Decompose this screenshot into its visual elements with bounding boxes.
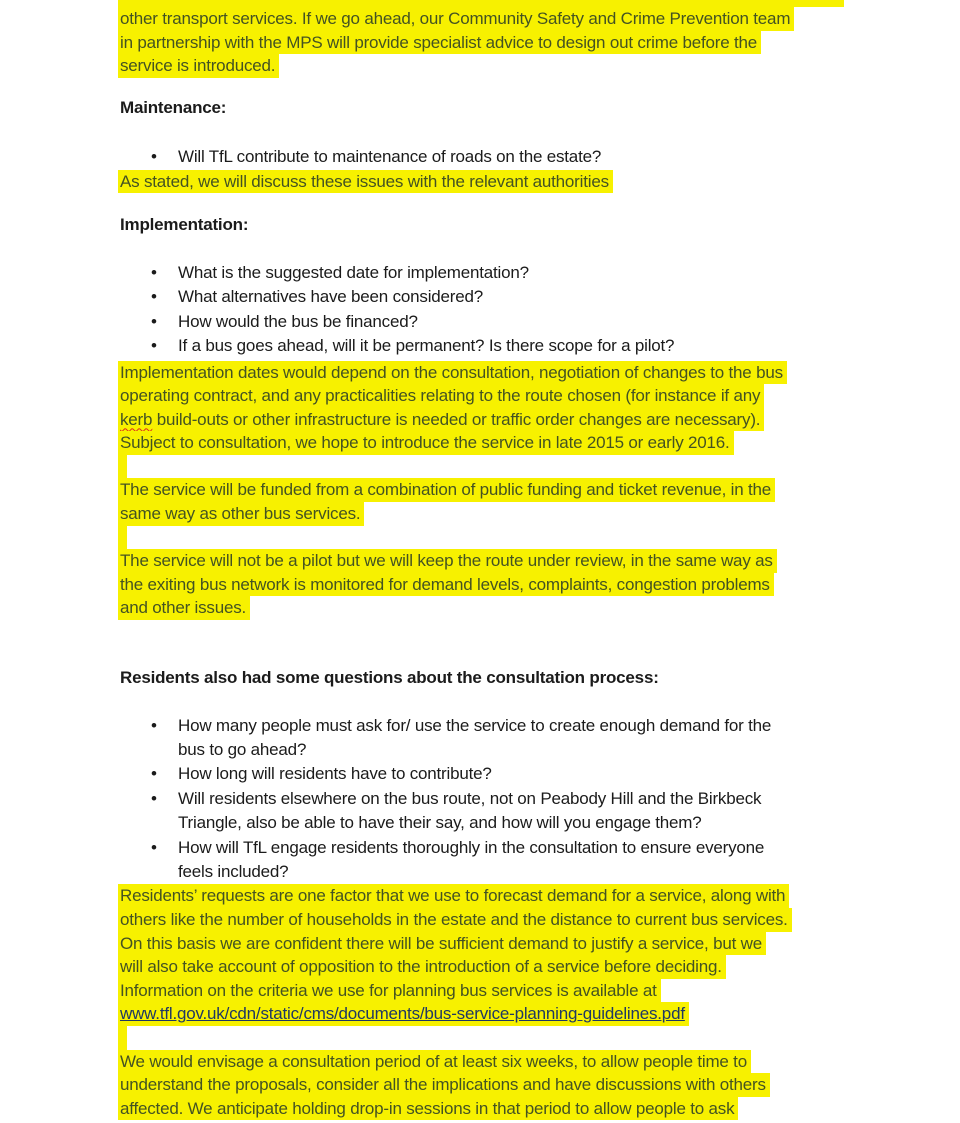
- paragraph: [120, 1050, 850, 1121]
- highlighted-text: [118, 7, 794, 31]
- bullet-icon: •: [151, 311, 157, 331]
- text-line: [120, 1050, 850, 1074]
- highlighted-text: [118, 932, 766, 956]
- bullet-icon: •: [151, 287, 157, 307]
- text-line: [120, 1073, 850, 1097]
- text-run: operating contract, and any practicalities relating to the route chosen (for instance if any: [120, 386, 761, 406]
- text-line: [120, 54, 850, 78]
- blank-line: [120, 1026, 850, 1050]
- text-run: On this basis we are confident there will be sufficient demand to justify a service, but we: [120, 933, 762, 953]
- text-line: [120, 908, 850, 932]
- bullet-text: feels included?: [178, 861, 289, 881]
- hyperlink[interactable]: www.tfl.gov.uk/cdn/static/cms/documents/bus-service-planning-guidelines.pdf: [120, 1004, 685, 1024]
- paragraph: [120, 478, 850, 525]
- paragraph: [120, 170, 850, 194]
- section-heading: Residents also had some questions about the consultation process:: [120, 668, 659, 688]
- text-run: Information on the criteria we use for planning bus services is available at: [120, 980, 657, 1000]
- bullet-text: What is the suggested date for implementation?: [178, 262, 529, 282]
- highlighted-text: [118, 884, 789, 908]
- text-run: understand the proposals, consider all the implications and have discussions with others: [120, 1075, 766, 1095]
- bullet-item: [120, 787, 850, 811]
- highlighted-text: [118, 596, 250, 620]
- highlighted-text: [118, 549, 777, 573]
- bullet-item: [120, 714, 850, 738]
- text-line: [120, 408, 850, 432]
- bullet-icon: •: [151, 336, 157, 356]
- text-run: other transport services. If we go ahead, our Community Safety and Crime Prevention team: [120, 9, 791, 28]
- highlight-sliver: [118, 526, 127, 550]
- bullet-item: [120, 860, 850, 884]
- text-line: [120, 1002, 850, 1026]
- highlighted-text: [118, 1073, 770, 1097]
- text-run: affected. We anticipate holding drop-in sessions in that period to allow people to ask: [120, 1098, 735, 1118]
- paragraph: [120, 7, 850, 78]
- bullet-icon: •: [151, 764, 157, 784]
- bullet-icon: •: [151, 715, 157, 735]
- section-heading: Implementation:: [120, 215, 249, 235]
- highlighted-text: [118, 1050, 751, 1074]
- bullet-text: How will TfL engage residents thoroughly in the consultation to ensure everyone: [178, 837, 765, 857]
- document-body: [120, 0, 850, 1120]
- text-line: [120, 384, 850, 408]
- text-run: The service will be funded from a combination of public funding and ticket revenue, in the: [120, 480, 772, 500]
- highlighted-text: [118, 361, 787, 385]
- highlight-sliver: [118, 1026, 127, 1050]
- text-line: [120, 549, 850, 573]
- text-run: in partnership with the MPS will provide specialist advice to design out crime before the: [120, 32, 758, 52]
- text-line: [120, 431, 850, 455]
- highlighted-text: [118, 502, 364, 526]
- section-heading: Maintenance:: [120, 97, 227, 117]
- text-run: service is introduced.: [120, 56, 276, 76]
- text-run: Residents’ requests are one factor that we use to forecast demand for a service, along with: [120, 886, 786, 906]
- text-run: will also take account of opposition to the introduction of a service before deciding.: [120, 957, 722, 977]
- highlighted-text: [118, 573, 774, 597]
- highlighted-text: [118, 31, 761, 55]
- spellcheck-marked-word: kerb: [120, 409, 153, 429]
- paragraph: [120, 884, 850, 1026]
- text-line: [120, 1097, 850, 1121]
- highlight-sliver: [118, 455, 127, 479]
- bullet-icon: •: [151, 788, 157, 808]
- bullet-icon: •: [151, 147, 157, 167]
- text-line: [120, 596, 850, 620]
- text-run: and other issues.: [120, 598, 247, 618]
- text-run: As stated, we will discuss these issues with the relevant authorities: [120, 171, 609, 191]
- text-run: The service will not be a pilot but we will keep the route under review, in the same way as: [120, 551, 773, 571]
- text-line: [120, 955, 850, 979]
- text-run: others like the number of households in the estate and the distance to current bus services.: [120, 909, 788, 929]
- bullet-item: [120, 261, 850, 285]
- highlighted-text: [118, 478, 775, 502]
- bullet-icon: •: [151, 262, 157, 282]
- text-line: [120, 573, 850, 597]
- highlighted-text: [118, 955, 726, 979]
- bullet-text: If a bus goes ahead, will it be permanent? Is there scope for a pilot?: [178, 336, 675, 356]
- text-run: Subject to consultation, we hope to introduce the service in late 2015 or early 2016.: [120, 433, 730, 453]
- text-line: [120, 502, 850, 526]
- blank-line: [120, 526, 850, 550]
- highlighted-text: [118, 1002, 689, 1026]
- bullet-text: What alternatives have been considered?: [178, 287, 484, 307]
- bullet-item: [120, 285, 850, 309]
- bullet-text: bus to go ahead?: [178, 740, 307, 760]
- bullet-text: Will TfL contribute to maintenance of roads on the estate?: [178, 147, 602, 167]
- highlighted-text: [118, 431, 734, 455]
- bullet-list: [120, 714, 850, 885]
- bullet-text: How would the bus be financed?: [178, 311, 418, 331]
- text-run: We would envisage a consultation period of at least six weeks, to allow people time to: [120, 1051, 747, 1071]
- highlighted-text: [118, 54, 279, 78]
- paragraph: [120, 549, 850, 620]
- text-line: [120, 884, 850, 908]
- text-line: [120, 31, 850, 55]
- highlighted-text: [118, 384, 764, 408]
- bullet-item: [120, 811, 850, 835]
- highlighted-text: [118, 908, 792, 932]
- text-run: the exiting bus network is monitored for demand levels, complaints, congestion problems: [120, 574, 770, 594]
- blank-line: [120, 455, 850, 479]
- bullet-item: [120, 334, 850, 358]
- highlighted-text: [118, 1097, 738, 1121]
- bullet-item: [120, 762, 850, 786]
- bullet-icon: •: [151, 837, 157, 857]
- bullet-text: How long will residents have to contribute?: [178, 764, 492, 784]
- text-line: [120, 170, 850, 194]
- clipped-highlight-line: [118, 0, 844, 7]
- text-line: [120, 979, 850, 1003]
- highlighted-text: [118, 170, 613, 194]
- bullet-text: Will residents elsewhere on the bus route, not on Peabody Hill and the Birkbeck: [178, 788, 762, 808]
- highlighted-text: [118, 979, 661, 1003]
- bullet-text: How many people must ask for/ use the service to create enough demand for the: [178, 715, 772, 735]
- text-line: [120, 361, 850, 385]
- text-line: [120, 7, 850, 31]
- bullet-list: [120, 261, 850, 359]
- text-line: [120, 932, 850, 956]
- text-run: Implementation dates would depend on the consultation, negotiation of changes to the bus: [120, 362, 783, 382]
- text-run: build-outs or other infrastructure is needed or traffic order changes are necessary).: [152, 409, 761, 429]
- text-line: [120, 478, 850, 502]
- bullet-item: [120, 738, 850, 762]
- bullet-item: [120, 310, 850, 334]
- bullet-text: Triangle, also be able to have their say, and how will you engage them?: [178, 813, 702, 833]
- text-run: same way as other bus services.: [120, 504, 361, 524]
- bullet-item: [120, 836, 850, 860]
- bullet-list: [120, 145, 850, 169]
- paragraph: [120, 361, 850, 455]
- highlighted-text: [118, 408, 764, 432]
- bullet-item: [120, 145, 850, 169]
